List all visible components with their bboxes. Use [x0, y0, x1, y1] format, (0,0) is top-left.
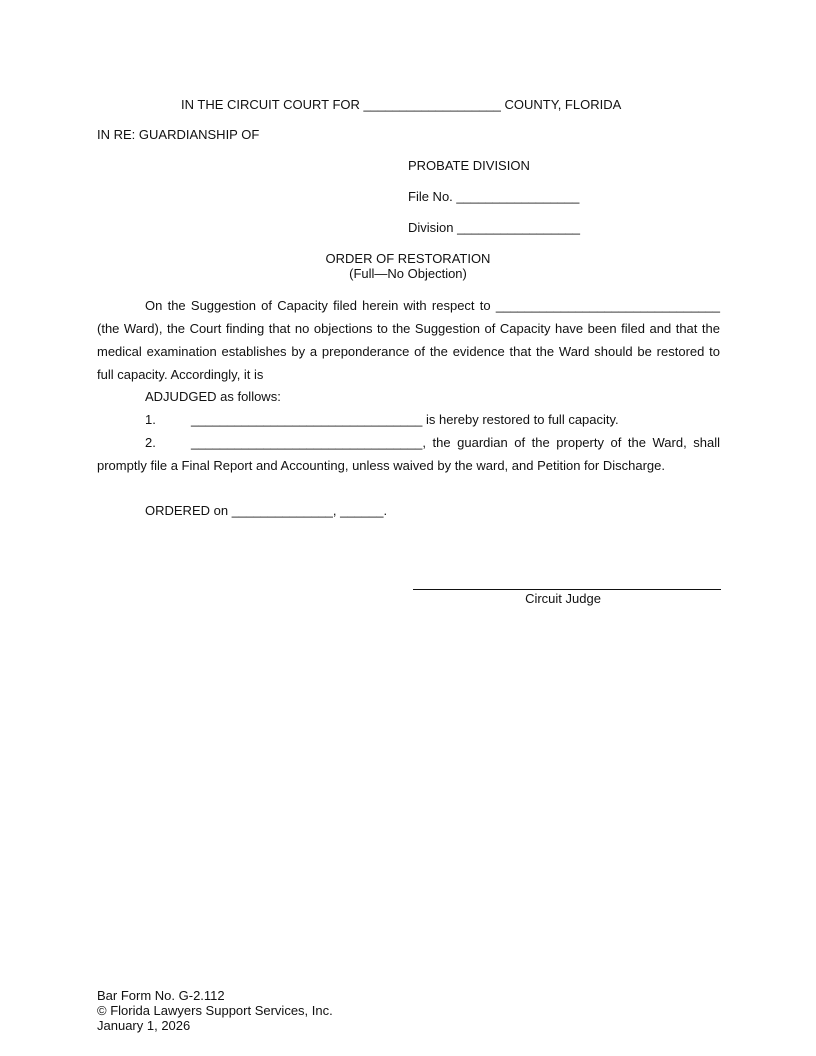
court-caption: IN THE CIRCUIT COURT FOR ___________________ COUNTY, FLORIDA: [181, 97, 622, 112]
copyright-notice: © Florida Lawyers Support Services, Inc.: [97, 1003, 333, 1018]
item-2-number: 2.: [145, 435, 156, 450]
bar-form-number: Bar Form No. G-2.112: [97, 988, 225, 1003]
probate-division: PROBATE DIVISION: [408, 158, 530, 173]
body-paragraph: On the Suggestion of Capacity filed herein with respect to _______________________________ (the Ward), the Court finding that no objections to the Suggestion of Capacity have been filed and that the medical examination establishes by a preponderance of the evidence that the Ward should be restored to full capacity. Accordingly, it is: [97, 298, 720, 382]
item-2-text: ________________________________, the guardian of the property of the Ward, shall: [191, 435, 720, 450]
signature-label: Circuit Judge: [525, 591, 601, 606]
form-date: January 1, 2026: [97, 1018, 191, 1033]
item-1-text: ________________________________ is hereby restored to full capacity.: [191, 412, 619, 427]
signature-line: [413, 589, 721, 590]
division-field: Division _________________: [408, 220, 581, 235]
file-number-field: File No. _________________: [408, 189, 580, 204]
in-re-caption: IN RE: GUARDIANSHIP OF: [97, 127, 260, 142]
item-2-continued: promptly file a Final Report and Accounting, unless waived by the ward, and Petition for Discharge.: [97, 458, 665, 473]
document-title: ORDER OF RESTORATION: [325, 251, 491, 266]
ordered-date-line: ORDERED on ______________, ______.: [145, 503, 388, 518]
item-1-number: 1.: [145, 412, 156, 427]
document-subtitle: (Full—No Objection): [349, 266, 467, 281]
adjudged-line: ADJUDGED as follows:: [145, 389, 281, 404]
